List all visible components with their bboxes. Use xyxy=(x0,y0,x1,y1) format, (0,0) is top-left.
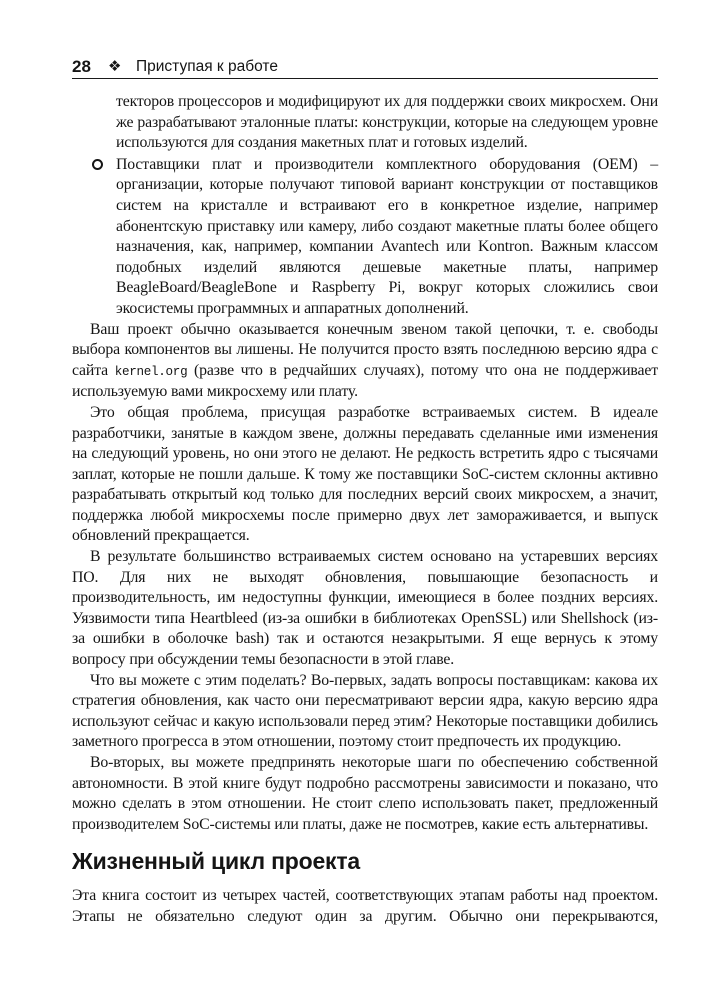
running-header xyxy=(72,56,658,79)
section-heading: Жизненный цикл проекта xyxy=(72,848,361,874)
body-text xyxy=(72,92,658,835)
page-number: 28 xyxy=(72,57,91,76)
paragraph-text: Ваш проект обычно оказывается конечным звеном такой цепочки, т. е. свободы выбора компонентов вы лишены. Не получится просто взять последнюю версию ядра с сайта xyxy=(72,320,658,379)
paragraph: Что вы можете с этим поделать? Во-первых, задать вопросы поставщикам: какова их стратегия обновления, как часто они пересматривают версии ядра, какую версию ядра используют сейчас и какую использовали перед этим? Некоторые поставщики добились заметного прогресса в этом отношении, поэтому стоит предпочесть их продукцию. xyxy=(72,671,658,751)
paragraph: Это общая проблема, присущая разработке встраиваемых систем. В идеале разработчики, занятые в каждом звене, должны передавать сделанные ими изменения на следующий уровень, но они этого не делают. Не редкость встретить ядро с тысячами заплат, которые не пошли дальше. К тому же поставщики SoC-систем склонны активно разрабатывать открытый код только для последних версий своих микросхем, а значит, поддержка любой микросхемы после примерно двух лет замораживается, и выпуск обновлений прекращается. xyxy=(72,403,658,545)
list-item-continuation xyxy=(72,92,658,154)
list-item-text: текторов процессоров и модифицируют их для поддержки своих микросхем. Они же разрабатывают эталонные платы: конструкции, которые на следующем уровне используются для создания макетных плат и готовых изделий. xyxy=(116,93,658,152)
paragraph-text: (разве что в редчайших случаях), потому что она не поддерживает используемую вами микросхему или плату. xyxy=(72,361,659,401)
running-section-title: Приступая к работе xyxy=(136,58,278,75)
bullet-circle-icon xyxy=(92,159,103,170)
diamond-ornament-icon: ❖ xyxy=(108,58,122,75)
list-item-text: Поставщики плат и производители комплектного оборудования (OEM) – организации, которые получают типовой вариант конструкции от поставщиков систем на кристалле и встраивают его в конкретное изделие, например абонентскую приставку или камеру, либо создают макетные платы более общего назначения, как, например, компании Avantech или Kontron. Важным классом подобных изделий являются дешевые макетные платы, например BeagleBoard/BeagleBone и Raspberry Pi, вокруг которых сложились свои экосистемы программных и аппаратных дополнений. xyxy=(116,155,658,317)
section-intro xyxy=(72,886,658,927)
paragraph: В результате большинство встраиваемых систем основано на устаревших версиях ПО. Для них не выходят обновления, повышающие безопасность и производительность, им недоступны функции, имеющиеся в более поздних версиях. Уязвимости типа Heartbleed (из-за ошибки в библиотеках OpenSSL) или Shellshock (из-за ошибки в оболочке bash) так и остаются незакрытыми. Я еще вернусь к этому вопросу при обсуждении темы безопасности в этой главе. xyxy=(72,548,658,669)
list-item xyxy=(72,155,658,320)
inline-code: kernel.org xyxy=(114,364,188,379)
paragraph: Эта книга состоит из четырех частей, соответствующих этапам работы над проектом. Этапы не обязательно следуют один за другим. Обычно они перекрываются, xyxy=(72,887,658,925)
paragraph xyxy=(72,320,658,403)
paragraph: Во-вторых, вы можете предпринять некоторые шаги по обеспечению собственной автономности. В этой книге будут подробно рассмотрены зависимости и показано, что можно сделать в этом отношении. Не стоит слепо использовать пакет, предложенный производителем SoC-системы или платы, даже не посмотрев, какие есть альтернативы. xyxy=(72,754,658,833)
